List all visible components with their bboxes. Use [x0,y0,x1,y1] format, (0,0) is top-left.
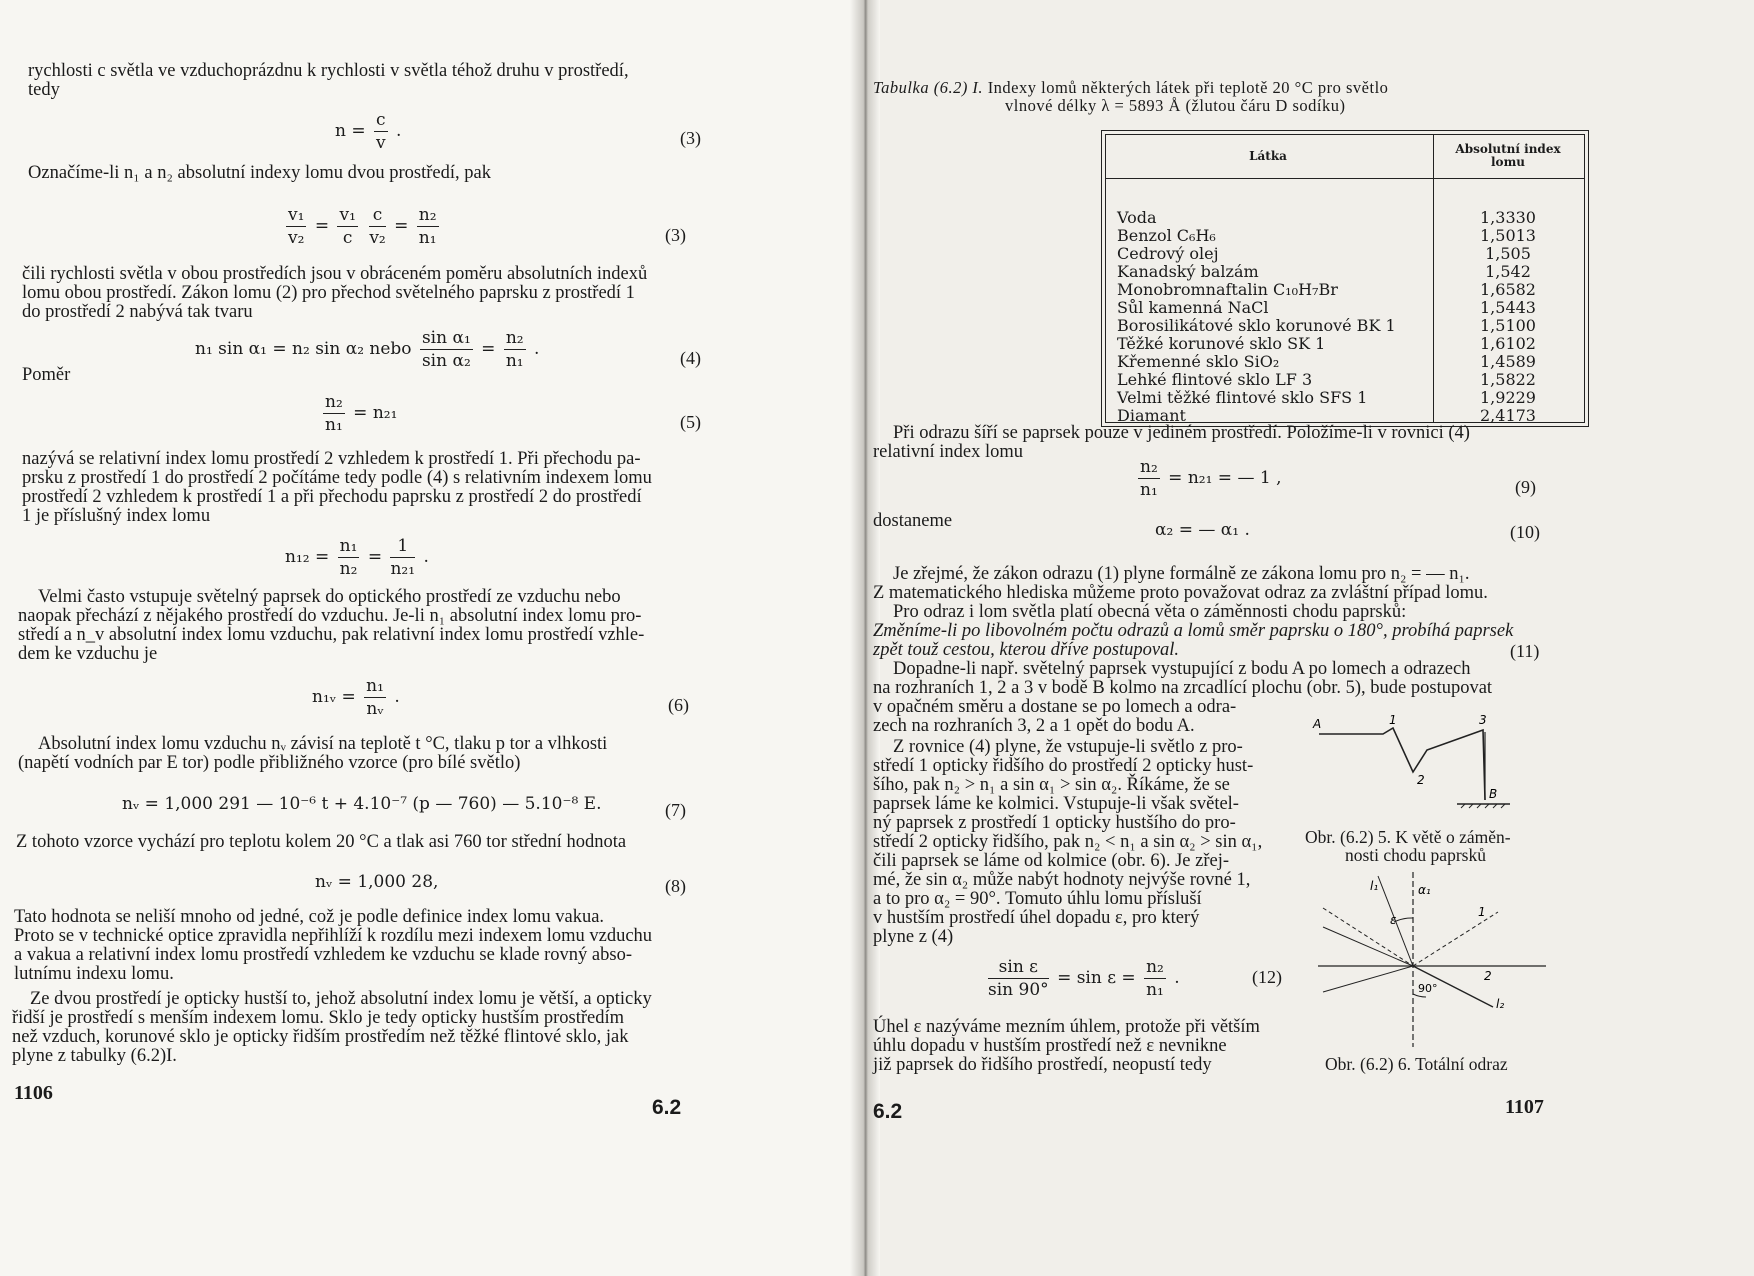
table-row [1105,335,1585,353]
ratio-d-num: n₂ [418,205,437,225]
left-p9-line2: řidší je prostředí s menším indexem lomu. Sklo je tedy opticky hustším prostředím [12,1008,624,1028]
figure-5-caption-line1: Obr. (6.2) 5. K větě o záměn- [1305,827,1511,847]
n12-frac1 [338,536,360,579]
right-p5-line2: na rozhraních 1, 2 a 3 v bodě B kolmo na zrcadlící plochu (obr. 5), bude postupovat [873,678,1493,698]
right-page-number: 1107 [1505,1096,1544,1118]
fig5-label-2: 2 [1417,773,1425,787]
fig6-label-l2: l₂ [1496,997,1505,1011]
table-row [1105,227,1585,245]
left-p3-line1: čili rychlosti světla v obou prostředích jsou v obráceném poměru absolutních indexů [22,264,648,284]
equation-12 [985,957,1180,1000]
eq4-den2: n₁ [505,351,524,371]
ratio-b-den: c [342,228,353,248]
figure-5-diagram [1305,712,1545,817]
eq12-den: sin 90° [988,980,1049,1000]
right-p2-line2: Z matematického hlediska můžeme proto považovat odraz za zvláštní případ lomu. [873,583,1488,603]
right-p6-line: středí 2 opticky řidšího, pak n₂ < n₁ a sin α₂ > sin α₁, [873,832,1263,852]
ratio-b-num: v₁ [339,205,356,225]
right-p7-line3: již paprsek do řidšího prostředí, neopustí tedy [873,1055,1212,1075]
eq6-num: n₁ [366,676,384,696]
left-p6-line2: (napětí vodních par E tor) podle přibližného vzorce (pro bílé světlo) [18,753,521,773]
fig6-label-1: 1 [1478,905,1486,919]
ratio-a-num: v₁ [288,205,305,225]
right-p6-line: ný paprsek z prostředí 1 opticky hustšího do pro- [873,813,1236,833]
eq5-rhs: = n₂₁ [353,403,398,423]
right-p6-line: paprsek láme ke kolmici. Vstupuje-li však světel- [873,794,1239,814]
eq3-number: (3) [680,128,701,148]
eq12-num: sin ε [988,957,1049,979]
table-cell-index: 1,6582 [1480,280,1536,299]
fig5-label-b: B [1489,787,1498,801]
eq-ratio-number: (3) [665,225,686,245]
eq4-den: sin α₂ [421,351,471,371]
eq8-number: (8) [665,876,686,896]
figure-6-caption: Obr. (6.2) 6. Totální odraz [1325,1054,1508,1074]
left-p9-line1: Ze dvou prostředí je opticky hustší to, jehož absolutní index lomu je větší, a opticky [30,989,652,1009]
right-p7-line2: úhlu dopadu v hustším prostředí než ε nevnikne [873,1036,1227,1056]
eq4-num: sin α₁ [421,328,471,348]
eq4-frac1 [420,328,473,371]
eq12-tail: . [1174,968,1180,988]
table-cell-substance: Lehké flintové sklo LF 3 [1117,370,1313,389]
fig6-label-a1: α₁ [1418,883,1431,897]
table-row [1105,353,1585,371]
table-cell-index: 2,4173 [1480,406,1536,425]
right-section-number: 6.2 [873,1100,903,1123]
right-p5-line3: v opačném směru a dostane se po lomech a odra- [873,697,1237,717]
table-cell-substance: Velmi těžké flintové sklo SFS 1 [1117,388,1368,407]
table-cell-substance: Těžké korunové sklo SK 1 [1117,334,1326,353]
equation-3 [335,110,401,153]
table-caption-label: Tabulka (6.2) I. [873,78,984,97]
eq3-tail: . [395,121,402,141]
table-cell-substance: Kanadský balzám [1117,262,1259,281]
eq12-number: (12) [1252,967,1282,987]
eq4-number: (4) [680,348,701,368]
table-row [1105,281,1585,299]
equation-n12 [285,536,429,579]
left-p8-line3: a vakua a relativní index lomu prostředí vzhledem ke vzduchu se klade rovný abso- [14,945,633,965]
eq4-equals: = [481,339,496,359]
fig5-label-3: 3 [1479,713,1487,727]
equation-7: nᵥ = 1,000 291 — 10⁻⁶ t + 4.10⁻⁷ (p — 760) — 5.10⁻⁸ E. [122,794,602,814]
left-p4-line2: prsku z prostředí 1 do prostředí 2 počítáme tedy podle (4) s relativním indexem lomu [22,468,652,488]
right-p3: Pro odraz i lom světla platí obecná věta o záměnnosti chodu paprsků: [893,602,1407,622]
right-p4-line2: zpět touž cestou, kterou dříve postupoval. [873,640,1180,660]
right-p2-line1: Je zřejmé, že zákon odrazu (1) plyne formálně ze zákona lomu pro n₂ = — n₁. [893,564,1470,584]
table-body [1105,179,1585,426]
table-cell-substance: Monobromnaftalin C₁₀H₇Br [1117,280,1338,299]
left-p5-line2: naopak přechází z nějakého prostředí do vzduchu. Je-li n₁ absolutní index lomu pro- [18,606,642,626]
table-row [1105,263,1585,281]
left-p8-line4: lutnímu indexu lomu. [14,964,174,984]
right-p6-line: mé, že sin α₂ může nabýt hodnoty nejvýše rovné 1, [873,870,1251,890]
eq6-tail: . [394,687,400,707]
eq6-lhs: n₁ᵥ = [312,687,356,707]
ratio-c-num: c [369,205,385,227]
right-p6-line: plyne z (4) [873,927,954,947]
ratio-c-den: v₂ [369,228,386,248]
table-cell-substance: Benzol C₆H₆ [1117,226,1216,245]
right-p4-line1: Změníme-li po libovolném počtu odrazů a lomů směr paprsku o 180°, probíhá paprsek [873,621,1514,641]
left-p4-line1: nazývá se relativní index lomu prostředí 2 vzhledem k prostředí 1. Při přechodu pa- [22,449,641,469]
equation-ratio: $\frac{\text{v₁}}{\text{v₂}}$ = $\frac{\text{v₁}}{c}$ $\frac{c}{\text{v₂}}$ = $\frac{\text{n₂}}{\text{n₁}}$ [288,205,437,248]
eq3-num: c [376,110,386,130]
left-p5-line1: Velmi často vstupuje světelný paprsek do optického prostředí ze vzduchu nebo [38,587,621,607]
ratio-frac-d [417,205,439,248]
left-p4-line3: prostředí 2 vzhledem k prostředí 1 a při přechodu paprsku z prostředí 2 do prostředí [22,487,642,507]
equation-10: α₂ = — α₁ . [1155,520,1250,540]
equation-4 [195,328,539,371]
header-index: Absolutní index lomu [1431,134,1585,179]
eq3-den: v [375,133,386,153]
table-cell-index: 1,9229 [1480,388,1536,407]
left-p1-line1: rychlosti c světla ve vzduchoprázdnu k rychlosti v světla téhož druhu v prostředí, [28,61,629,81]
n12-frac2 [390,536,415,579]
left-section-number: 6.2 [652,1096,682,1119]
ratio-frac-a [286,205,306,248]
table-row [1105,299,1585,317]
eq6-den: nᵥ [366,699,384,719]
table-cell-substance: Křemenné sklo SiO₂ [1117,352,1280,371]
n12-num: n₁ [339,536,358,556]
table-cell-index: 1,6102 [1480,334,1536,353]
table-caption-text: Indexy lomů některých látek při teplotě 20 °C pro světlo [983,78,1389,97]
left-p9-line3: než vzduch, korunové sklo je opticky řidším prostředím než těžké flintové sklo, jak [12,1027,629,1047]
right-p6-line: v hustším prostředí úhel dopadu ε, pro který [873,908,1200,928]
eq12-mid: = sin ε = [1057,968,1136,988]
left-p1-line2: tedy [28,80,60,100]
right-p1-line2: relativní index lomu [873,442,1024,462]
table-cell-substance: Cedrový olej [1117,244,1219,263]
n12-den: n₂ [339,559,358,579]
eq4-tail: . [534,339,540,359]
table-cell-index: 1,5013 [1480,226,1536,245]
refraction-table [1105,134,1585,425]
left-p2: Označíme-li n₁ a n₂ absolutní indexy lomu dvou prostředí, pak [28,163,491,183]
ratio-frac-b [337,205,357,248]
eq5-number: (5) [680,412,701,432]
table-header-row [1105,134,1585,179]
left-p3-line3: do prostředí 2 nabývá tak tvaru [22,302,253,322]
eq12-frac2 [1144,957,1166,1000]
eq6-number: (6) [668,695,689,715]
eq9-number: (9) [1515,477,1536,497]
right-p5-line1: Dopadne-li např. světelný paprsek vystupující z bodu A po lomech a odrazech [893,659,1471,679]
figure-5-caption-line2: nosti chodu paprsků [1345,845,1486,865]
table-caption [873,78,1388,97]
left-p3-line2: lomu obou prostředí. Zákon lomu (2) pro přechod světelného paprsku z prostředí 1 [22,283,635,303]
left-p8-line2: Proto se v technické optice zpravidla nepřihlíží k rozdílu mezi indexem lomu vzduchu [14,926,653,946]
ratio-a-den: v₂ [288,228,305,248]
ratio-frac-c [369,205,385,248]
eq9-num: n₂ [1140,457,1158,477]
right-p6-line: Z rovnice (4) plyne, že vstupuje-li světlo z pro- [893,737,1243,757]
equation-9 [1135,457,1281,500]
eq3-fraction [374,110,388,153]
equation-5 [320,392,397,435]
figure-6-diagram [1318,872,1548,1052]
left-p5-line3: středí a n_v absolutní index lomu vzduchu, pak relativní index lomu prostředí vzhle- [18,625,645,645]
table-cell-index: 1,542 [1485,262,1531,281]
table-caption-line2: vlnové délky λ = 5893 Å (žlutou čáru D sodíku) [1005,96,1346,115]
left-p8-line1: Tato hodnota se neliší mnoho od jedné, což je podle definice index lomu vakua. [14,907,605,927]
table-cell-index: 1,505 [1485,244,1531,263]
law-number-11: (11) [1510,641,1540,661]
left-p9-line4: plyne z tabulky (6.2)I. [12,1046,177,1066]
right-p6-line: středí 1 opticky řidšího do prostředí 2 opticky hust- [873,756,1254,776]
table-cell-substance: Sůl kamenná NaCl [1117,298,1269,317]
n12-num2: 1 [390,536,415,558]
right-p6-line: a to pro α₂ = 90°. Tomuto úhlu lomu přísluší [873,889,1202,909]
table-cell-index: 1,5443 [1480,298,1536,317]
eq4-num2: n₂ [505,328,524,348]
eq10-number: (10) [1510,522,1540,542]
table-row [1105,371,1585,389]
eq12-den2: n₁ [1146,980,1164,1000]
table-row [1105,317,1585,335]
left-page [0,0,865,1276]
n12-den2: n₂₁ [390,559,416,579]
n12-equals: = [367,547,383,567]
eq12-num2: n₂ [1146,957,1164,977]
eq9-rhs: = n₂₁ = — 1 , [1168,468,1282,488]
n12-tail: . [423,547,429,567]
n12-lhs: n₁₂ = [285,547,330,567]
right-p1-line1: Při odrazu šíří se paprsek pouze v jediném prostředí. Položíme-li v rovnici (4) [893,423,1470,443]
eq6-frac [364,676,386,719]
left-p7: Z tohoto vzorce vychází pro teplotu kolem 20 °C a tlak asi 760 tor střední hodnota [16,832,627,852]
eq7-number: (7) [665,800,686,820]
table-cell-substance: Diamant [1117,406,1186,425]
table-cell-index: 1,3330 [1480,208,1536,227]
fig6-label-eps: ε [1390,913,1397,927]
table-row [1105,179,1585,228]
table-cell-index: 1,5100 [1480,316,1536,335]
eq3-lhs: n = [335,121,366,141]
left-p5-line4: dem ke vzduchu je [18,644,158,664]
fig5-label-1: 1 [1389,713,1397,727]
fig6-label-2: 2 [1484,969,1492,983]
fig5-label-a: A [1313,717,1322,731]
left-page-number: 1106 [14,1082,53,1104]
equation-6 [312,676,400,719]
eq12-frac1 [988,957,1049,1000]
equation-8: nᵥ = 1,000 28, [315,872,439,892]
eq5-den: n₁ [325,415,343,435]
right-p7-line1: Úhel ε nazýváme mezním úhlem, protože při větším [873,1017,1260,1037]
table-row [1105,245,1585,263]
pomer-label: Poměr [22,365,71,385]
left-p6-line1: Absolutní index lomu vzduchu nᵥ závisí na teplotě t °C, tlaku p tor a vlhkosti [38,734,608,754]
header-substance: Látka [1105,134,1431,179]
table-row [1105,389,1585,407]
table-cell-index: 1,4589 [1480,352,1536,371]
eq4-part1: n₁ sin α₁ = n₂ sin α₂ nebo [195,339,412,359]
table-cell-index: 1,5822 [1480,370,1536,389]
right-p6-line: čili paprsek se láme od kolmice (obr. 6). Je zřej- [873,851,1229,871]
table-cell-substance: Borosilikátové sklo korunové BK 1 [1117,316,1396,335]
right-p6-line: šího, pak n₂ > n₁ a sin α₁ > sin α₂. Říkáme, že se [873,775,1230,795]
table-cell-substance: Voda [1117,208,1157,227]
fig6-label-deg: 90° [1418,982,1438,995]
ratio-d-den: n₁ [418,228,437,248]
eq5-frac [323,392,345,435]
eq9-den: n₁ [1140,480,1158,500]
dostaneme-label: dostaneme [873,511,953,531]
fig6-label-l1: l₁ [1370,879,1379,893]
eq5-num: n₂ [325,392,343,412]
left-p4-line4: 1 je příslušný index lomu [22,506,211,526]
eq4-frac2 [504,328,526,371]
right-p5-line4: zech na rozhraních 3, 2 a 1 opět do bodu A. [873,716,1195,736]
eq9-frac [1138,457,1160,500]
